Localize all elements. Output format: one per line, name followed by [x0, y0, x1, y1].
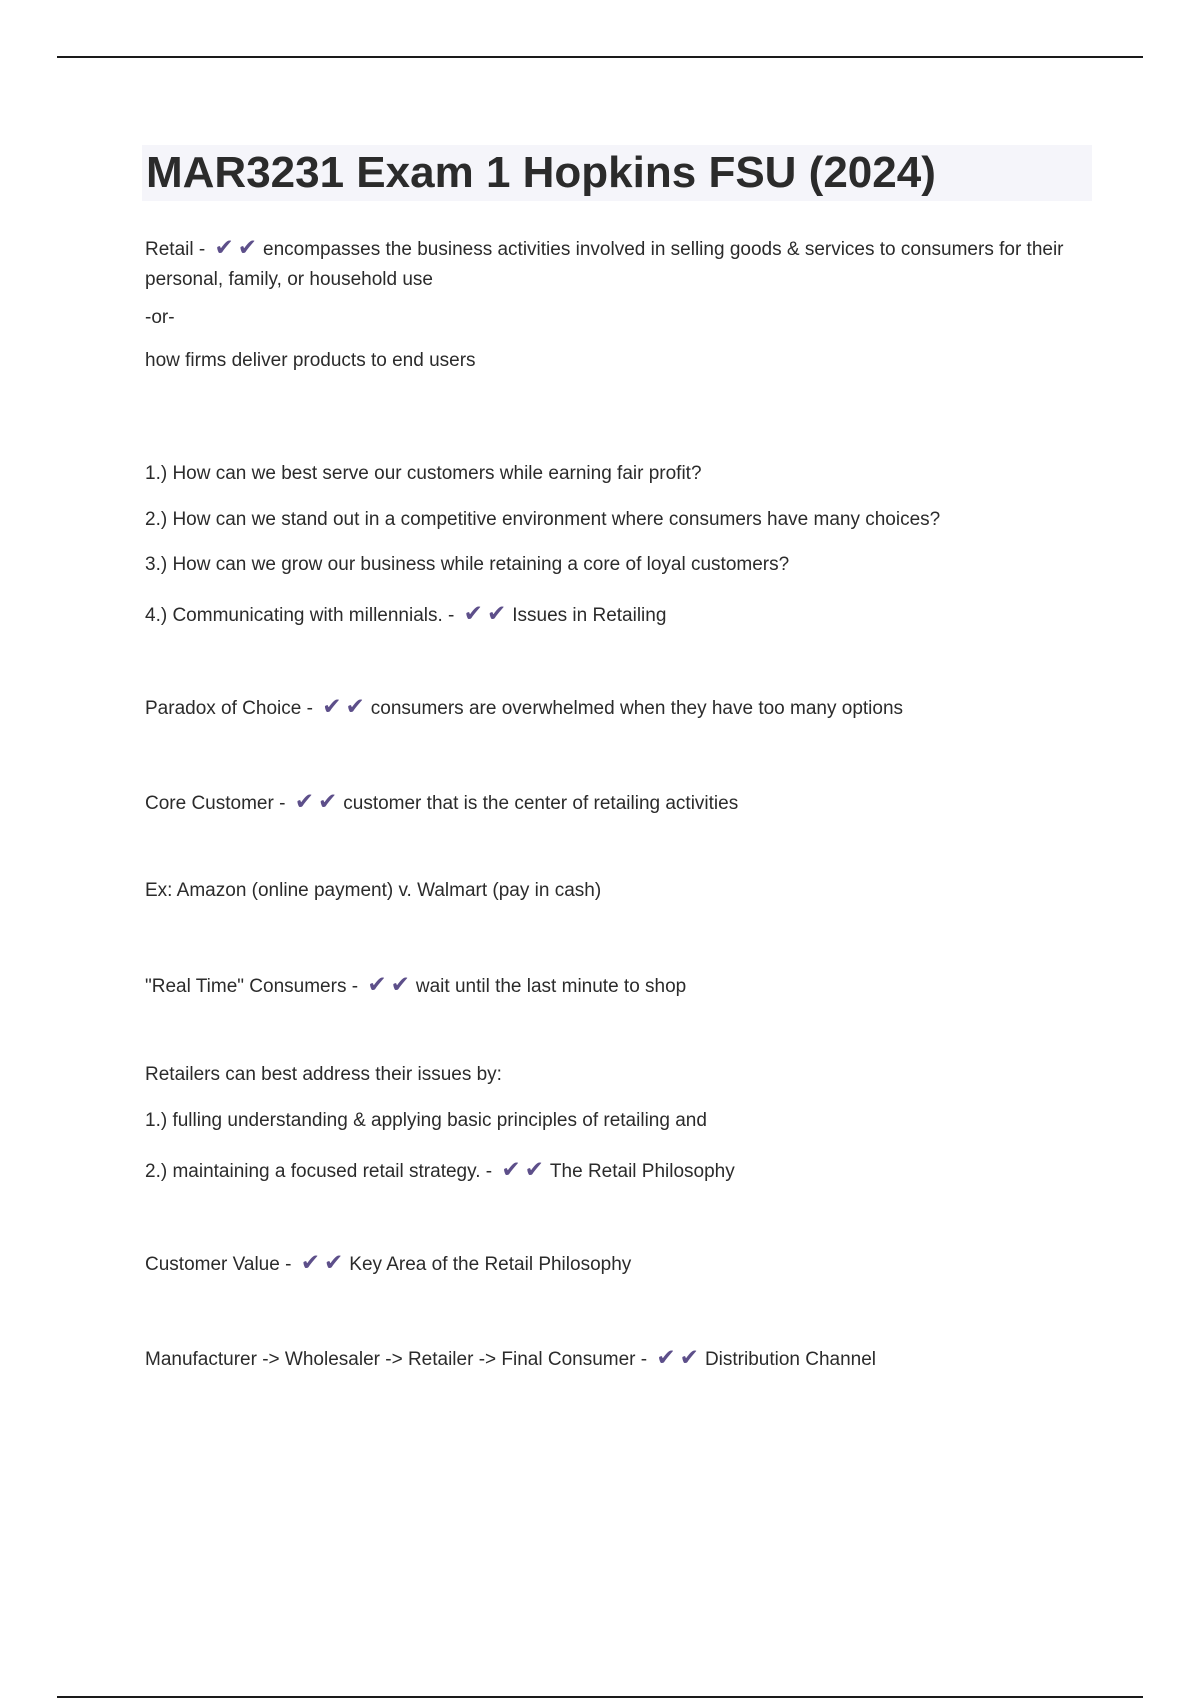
definition: consumers are overwhelmed when they have too many options [370, 698, 904, 719]
definition: encompasses the business activities involved in selling goods & services to consumers for their personal, family, or household use [145, 239, 1064, 290]
term: 4.) Communicating with millennials. - [145, 605, 455, 626]
core-customer-example: Ex: Amazon (online payment) v. Walmart (pay in cash) [145, 880, 602, 901]
term: Core Customer - [145, 793, 286, 814]
entry-issues-in-retailing [145, 598, 666, 631]
checkmark-icon: ✔✔ [367, 971, 414, 997]
entry-paradox-of-choice [145, 691, 903, 724]
checkmark-icon: ✔✔ [214, 234, 262, 260]
term: Retail - [145, 239, 206, 260]
entry-distribution-channel [145, 1342, 876, 1375]
entry-customer-value [145, 1247, 631, 1280]
checkmark-icon: ✔✔ [463, 600, 511, 626]
retail-alt-definition: how firms deliver products to end users [145, 350, 476, 371]
definition: Issues in Retailing [512, 605, 667, 626]
checkmark-icon: ✔✔ [656, 1344, 703, 1370]
entry-core-customer [145, 786, 738, 819]
term: Paradox of Choice - [145, 698, 313, 719]
definition: wait until the last minute to shop [415, 976, 687, 997]
checkmark-icon: ✔✔ [501, 1156, 548, 1182]
definition: Distribution Channel [704, 1349, 877, 1370]
page-title: MAR3231 Exam 1 Hopkins FSU (2024) [146, 148, 936, 197]
entry-retail [145, 232, 1080, 295]
entry-retail-philosophy [145, 1154, 735, 1187]
checkmark-icon: ✔✔ [322, 693, 369, 719]
definition: customer that is the center of retailing activities [343, 793, 739, 814]
term: Customer Value - [145, 1254, 292, 1275]
issue-3: 3.) How can we grow our business while retaining a core of loyal customers? [145, 554, 790, 575]
definition: Key Area of the Retail Philosophy [349, 1254, 632, 1275]
term: Manufacturer -> Wholesaler -> Retailer -> Final Consumer - [145, 1349, 648, 1370]
entry-real-time-consumers [145, 969, 686, 1002]
bottom-rule [57, 1696, 1143, 1698]
checkmark-icon: ✔✔ [294, 788, 342, 814]
term: "Real Time" Consumers - [145, 976, 359, 997]
issue-1: 1.) How can we best serve our customers while earning fair profit? [145, 463, 702, 484]
address-intro: Retailers can best address their issues by: [145, 1064, 502, 1085]
checkmark-icon: ✔✔ [300, 1249, 348, 1275]
top-rule [57, 56, 1143, 58]
address-1: 1.) fulling understanding & applying basic principles of retailing and [145, 1110, 707, 1131]
term: 2.) maintaining a focused retail strategy. - [145, 1161, 493, 1182]
issue-2: 2.) How can we stand out in a competitive environment where consumers have many choices? [145, 509, 941, 530]
or-separator: -or- [145, 307, 175, 328]
definition: The Retail Philosophy [549, 1161, 735, 1182]
